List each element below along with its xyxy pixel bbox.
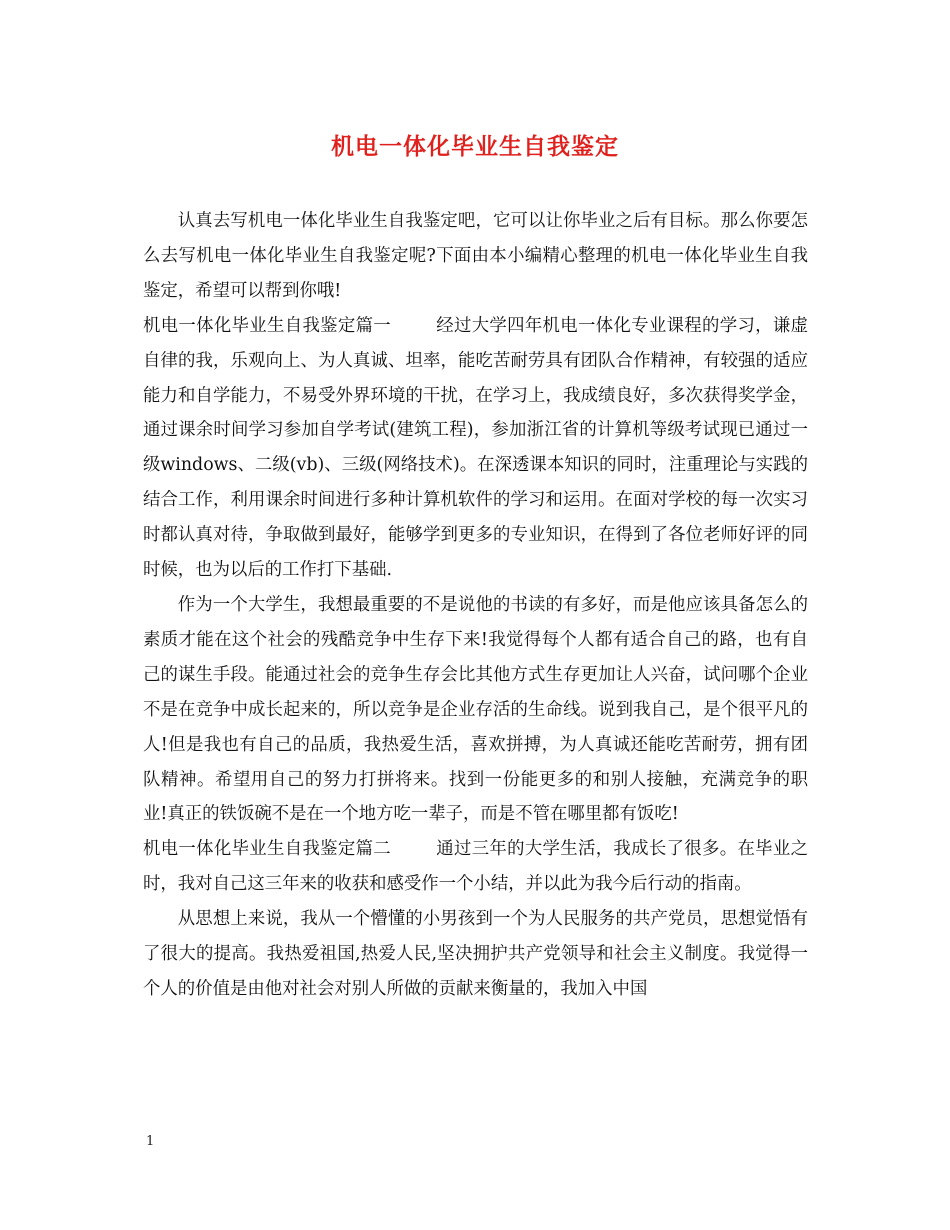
- page-number: 1: [146, 1134, 155, 1149]
- section-two-text: 通过三年的大学生活，我成长了很多。在毕业之时，我对自己这三年来的收获和感受作一个小结，并以此为我今后行动的指南。: [143, 839, 808, 895]
- document-title: 机电一体化毕业生自我鉴定: [331, 133, 619, 160]
- paragraph-three: 从思想上来说，我从一个懵懂的小男孩到一个为人民服务的共产党员，思想觉悟有了很大的提高。我热爱祖国,热爱人民,坚决拥护共产党领导和社会主义制度。我觉得一个人的价值是由他对社会对别人所做的贡献来衡量的，我加入中国: [143, 909, 808, 999]
- section-two-heading: 机电一体化毕业生自我鉴定篇二: [143, 839, 392, 860]
- document-body: [143, 204, 808, 1007]
- section-two: [143, 832, 808, 902]
- section-one-text: 经过大学四年机电一体化专业课程的学习，谦虚自律的我，乐观向上、为人真诚、坦率，能吃苦耐劳具有团队合作精神，有较强的适应能力和自学能力，不易受外界环境的干扰，在学习上，我成绩良好，多次获得奖学金，通过课余时间学习参加自学考试(建筑工程)，参加浙江省的计算机等级考试现已通过一级windows、二级(vb)、三级(网络技术)。在深透课本知识的同时，注重理论与实践的结合工作，利用课余时间进行多种计算机软件的学习和运用。在面对学校的每一次实习时都认真对待，争取做到最好，能够学到更多的专业知识，在得到了各位老师好评的同时候，也为以后的工作打下基础.: [143, 315, 808, 581]
- paragraph-two: 作为一个大学生，我想最重要的不是说他的书读的有多好，而是他应该具备怎么的素质才能在这个社会的残酷竞争中生存下来!我觉得每个人都有适合自己的路，也有自己的谋生手段。能通过社会的竞争生存会比其他方式生存更加让人兴奋，试问哪个企业不是在竞争中成长起来的，所以竞争是企业存活的生命线。说到我自己，是个很平凡的人!但是我也有自己的品质，我热爱生活，喜欢拼搏，为人真诚还能吃苦耐劳，拥有团队精神。希望用自己的努力打拼将来。找到一份能更多的和别人接触，充满竞争的职业!真正的铁饭碗不是在一个地方吃一辈子，而是不管在哪里都有饭吃!: [143, 594, 808, 825]
- intro-paragraph: 认真去写机电一体化毕业生自我鉴定吧，它可以让你毕业之后有目标。那么你要怎么去写机电一体化毕业生自我鉴定呢?下面由本小编精心整理的机电一体化毕业生自我鉴定，希望可以帮到你哦!: [143, 211, 808, 301]
- section-one: [143, 309, 808, 588]
- section-one-heading: 机电一体化毕业生自我鉴定篇一: [143, 315, 392, 336]
